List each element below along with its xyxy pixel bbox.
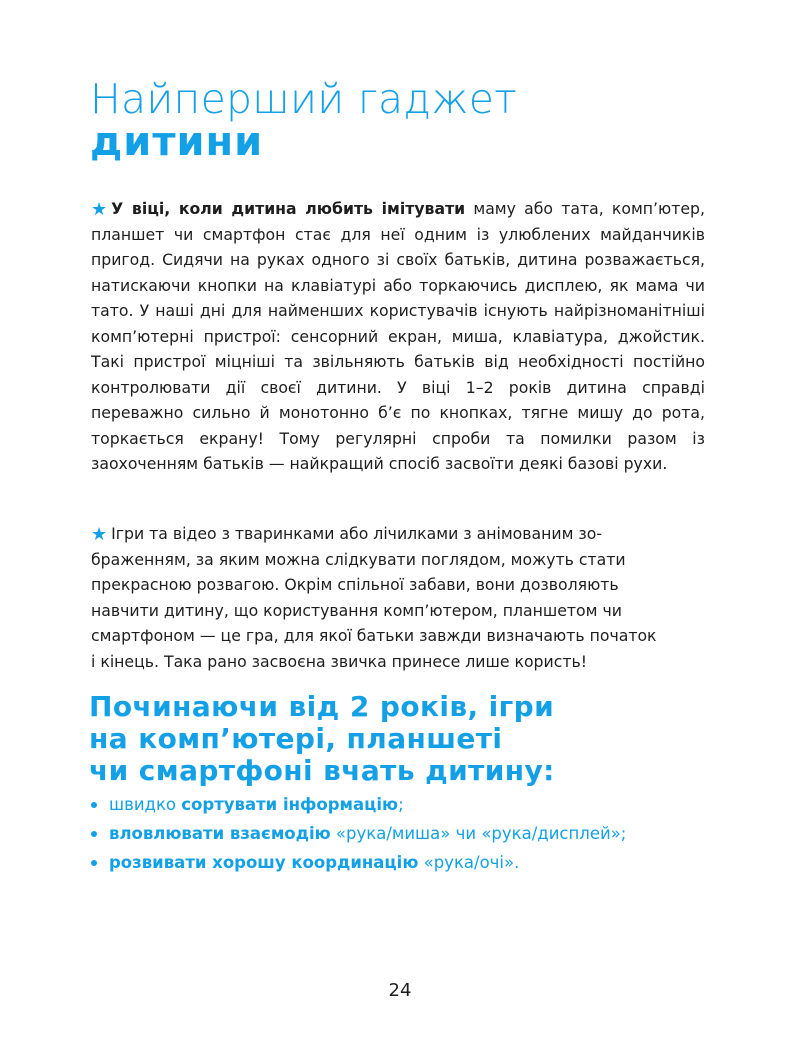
star-icon: ★: [91, 524, 108, 545]
paragraph-line: браженням, за яким можна слідкувати поглядом, можуть стати: [91, 549, 626, 569]
section-heading-line3: чи смартфоні вчать дитину:: [89, 754, 555, 787]
list-item-bold: вловлювати взаємодію: [109, 824, 331, 843]
paragraph-lead: У віці, коли дитина любить імітувати: [111, 199, 466, 218]
list-item-bold: розвивати хорошу координацію: [109, 853, 419, 872]
star-icon: ★: [91, 199, 108, 220]
section-heading: [89, 691, 729, 787]
paragraph-imitation: [91, 196, 705, 477]
list-item: [89, 790, 626, 819]
paragraph-line: Ігри та відео з тваринками або лічилками з анімованим зо-: [111, 524, 602, 543]
page-title-line1: Найперший гаджет: [90, 75, 517, 123]
paragraph-line: прекрасною розвагою. Окрім спільної забави, вони дозволяють: [91, 575, 619, 594]
list-item: [89, 819, 626, 848]
page-title: [90, 75, 517, 166]
skills-list: [89, 790, 626, 877]
paragraph-line: і кінець. Така рано засвоєна звичка принесе лише користь!: [91, 651, 588, 671]
page-title-line2: дитини: [90, 119, 264, 166]
list-item-bold: сортувати інформацію: [181, 795, 399, 814]
list-item-post: «рука/очі».: [418, 853, 520, 872]
paragraph-line: навчити дитину, що користування комп’ютером, планшетом чи: [91, 600, 622, 620]
paragraph-line: смартфоном — це гра, для якої батьки завжди визначають початок: [91, 626, 657, 645]
list-item-post: «рука/миша» чи «рука/дисплей»;: [330, 824, 627, 843]
section-heading-line2: на комп’ютері, планшеті: [89, 722, 503, 755]
page-number: 24: [388, 980, 412, 1001]
list-item: [89, 848, 626, 877]
section-heading-line1: Починаючи від 2 років, ігри: [89, 690, 555, 723]
list-item-pre: швидко: [109, 795, 182, 814]
list-item-post: ;: [398, 795, 404, 814]
paragraph-body: маму або тата, комп’ютер, планшет чи смартфон стає для неї одним із улюблених майданчиків пригод. Сидячи на руках одного зі своїх батьків, дитина розважається, натискаючи кнопки на клавіатурі або торкаючись дисплею, як мама чи тато. У наші дні для найменших користувачів існують найрізноманітніші комп’ютерні пристрої: сенсорний екран, миша, клавіатура, джойстик. Такі пристрої міцніші та звільняють батьків від необхідності постійно контролювати дії своєї дитини. У віці 1–2 років дитина справді переважно сильно й монотонно б’є по кнопках, тягне мишу до рота, торкається екрану! Тому регулярні спроби та помилки разом із заохоченням батьків — найкращий спосіб засвоїти деякі базові рухи.: [91, 199, 705, 473]
paragraph-games: [91, 521, 705, 674]
